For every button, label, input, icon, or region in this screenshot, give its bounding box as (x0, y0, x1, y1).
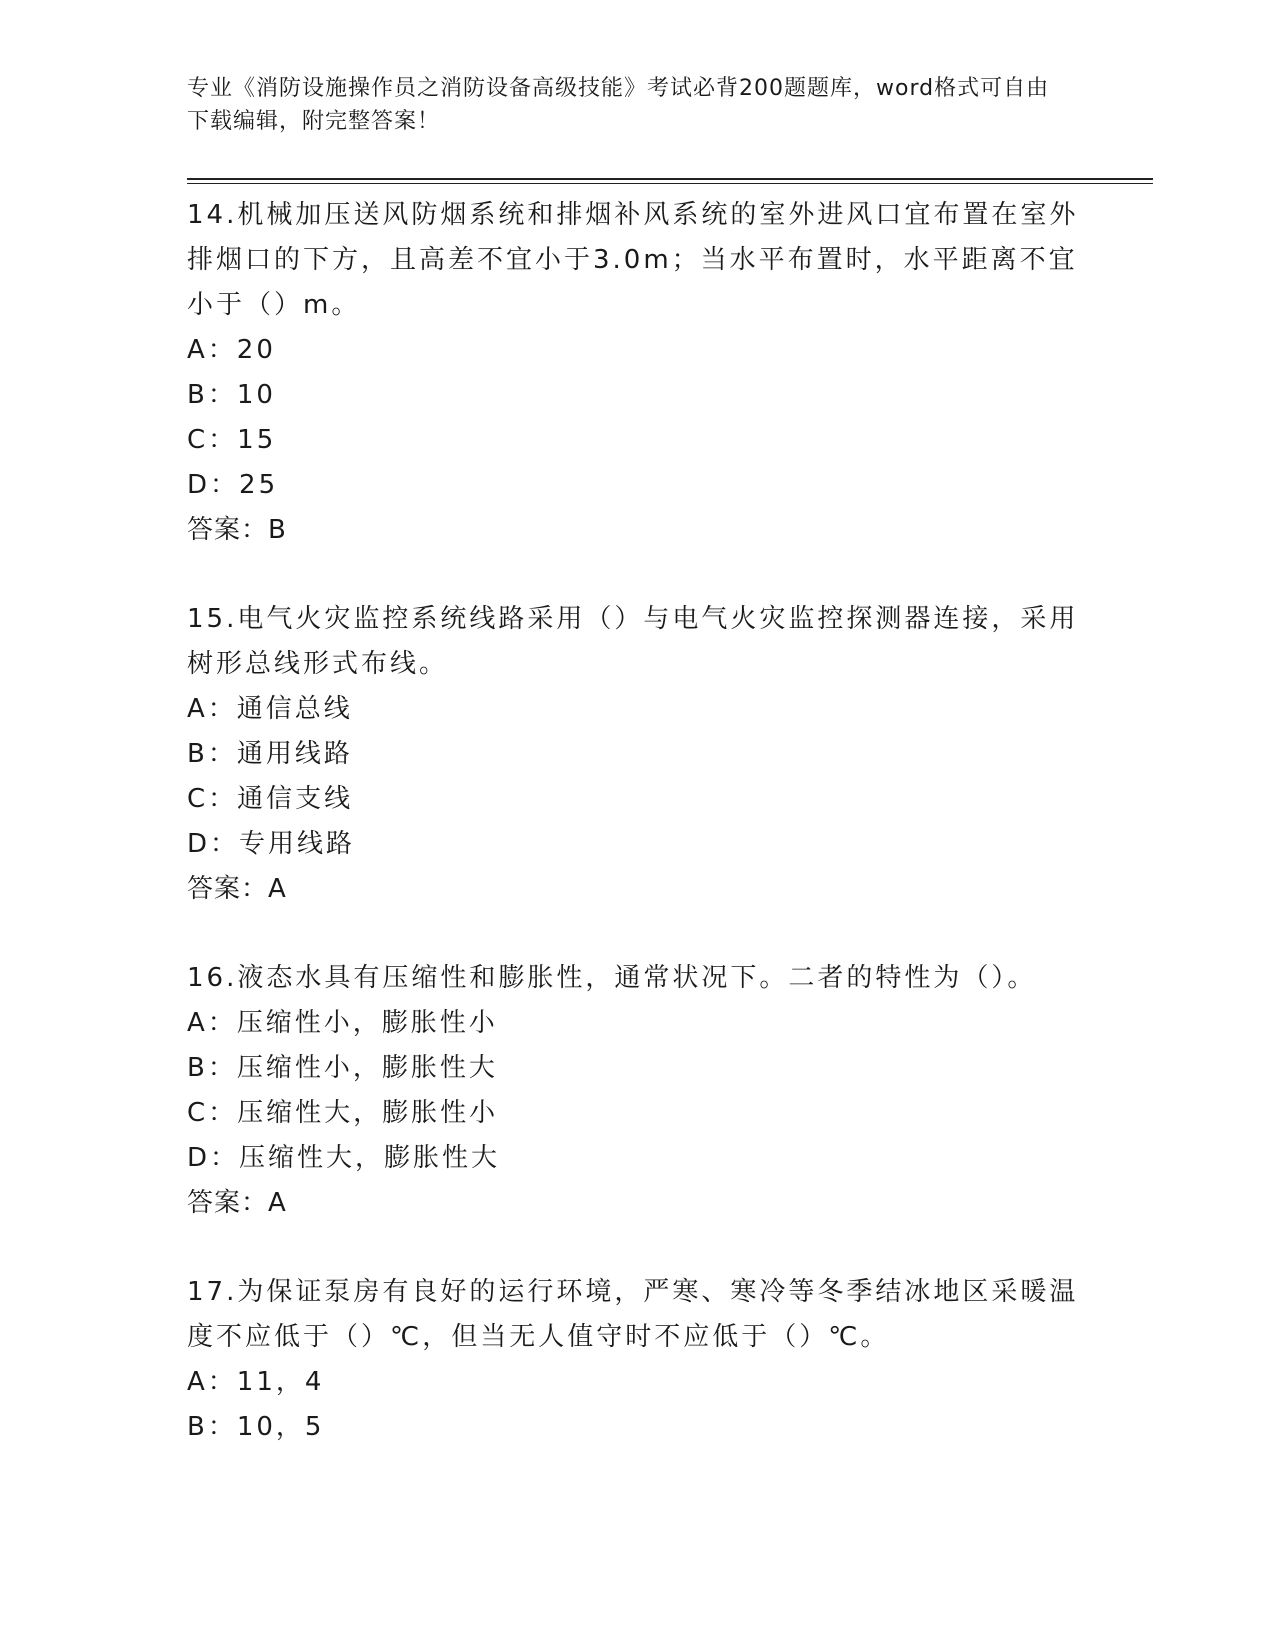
document-header: 专业《消防设施操作员之消防设备高级技能》考试必背200题题库，word格式可自由下载编辑，附完整答案！ (187, 76, 1050, 134)
option-b: B：通用线路 (187, 739, 353, 769)
question-list (187, 193, 1087, 1494)
header-rule-thick (187, 178, 1153, 180)
option-b: B：10 (187, 380, 276, 410)
answer: 答案：A (187, 1188, 287, 1218)
question-text: 16.液态水具有压缩性和膨胀性，通常状况下。二者的特性为（）。 (187, 963, 1037, 993)
question-text: 17.为保证泵房有良好的运行环境，严寒、寒冷等冬季结冰地区采暖温度不应低于（）℃，但当无人值守时不应低于（）℃。 (187, 1277, 1079, 1352)
option-b: B：10，5 (187, 1412, 325, 1442)
question-15 (187, 597, 1087, 912)
question-text: 15.电气火灾监控系统线路采用（）与电气火灾监控探测器连接，采用树形总线形式布线。 (187, 604, 1079, 679)
question-text: 14.机械加压送风防烟系统和排烟补风系统的室外进风口宜布置在室外排烟口的下方，且高差不宜小于3.0m；当水平布置时，水平距离不宜小于（）m。 (187, 200, 1079, 320)
option-a: A：压缩性小，膨胀性小 (187, 1008, 498, 1038)
option-d: D：压缩性大，膨胀性大 (187, 1143, 501, 1173)
option-c: C：通信支线 (187, 784, 354, 814)
question-16 (187, 956, 1087, 1226)
option-c: C：压缩性大，膨胀性小 (187, 1098, 499, 1128)
option-b: B：压缩性小，膨胀性大 (187, 1053, 498, 1083)
option-a: A：20 (187, 335, 276, 365)
option-a: A：11，4 (187, 1367, 325, 1397)
option-d: D：专用线路 (187, 829, 356, 859)
header-rule-thin (187, 183, 1153, 184)
question-17 (187, 1270, 1087, 1450)
option-c: C：15 (187, 425, 277, 455)
option-a: A：通信总线 (187, 694, 353, 724)
answer: 答案：A (187, 874, 287, 904)
question-14 (187, 193, 1087, 553)
option-d: D：25 (187, 470, 279, 500)
answer: 答案：B (187, 515, 287, 545)
